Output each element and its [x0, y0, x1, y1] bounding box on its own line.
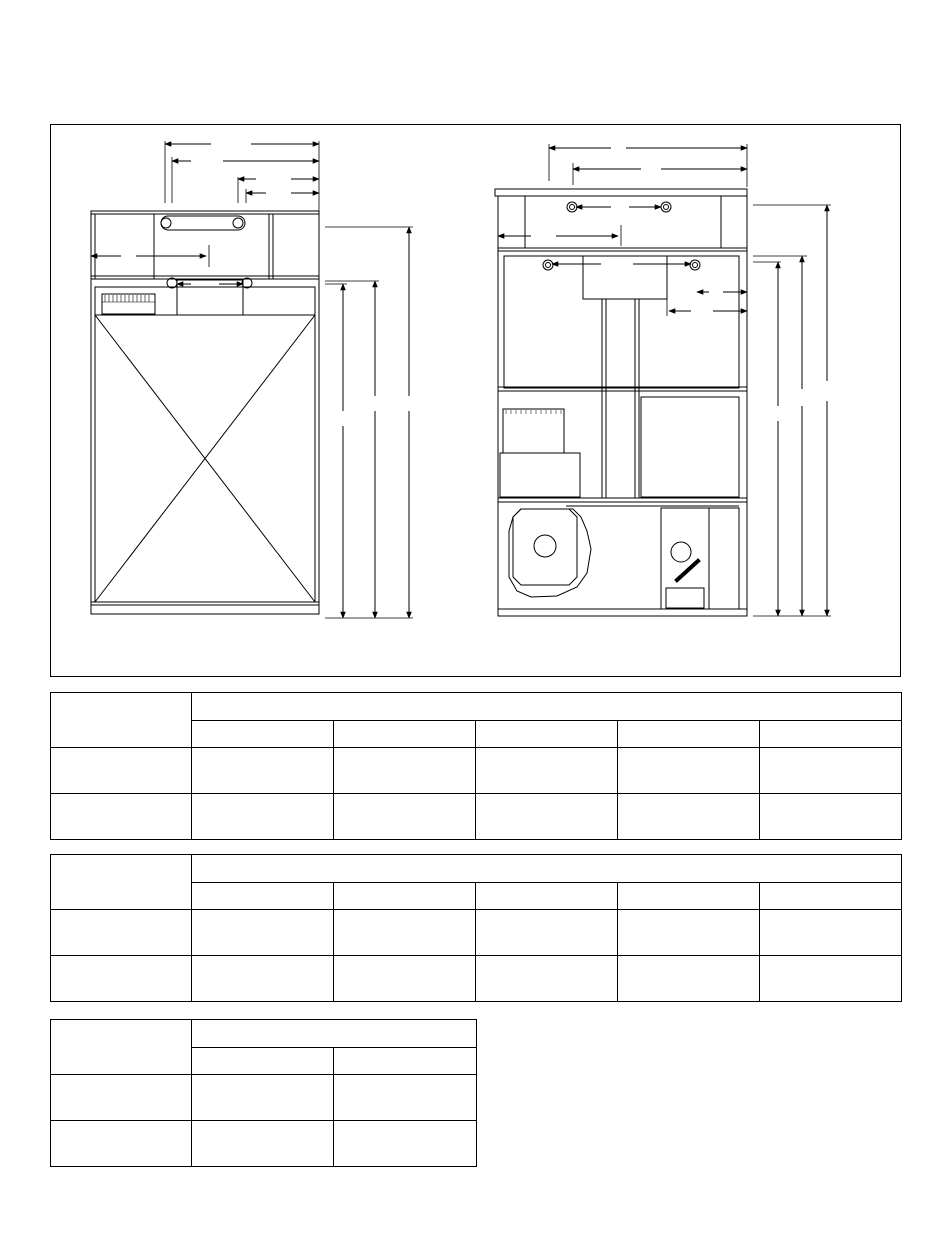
table-cell — [334, 794, 476, 840]
side-coil-header — [583, 256, 667, 299]
front-top-fitting-right — [233, 218, 243, 228]
table-cell — [334, 1121, 477, 1167]
table-label-header — [51, 693, 192, 748]
column-header — [618, 721, 760, 748]
dimension-drawing — [51, 125, 902, 678]
table-cell — [192, 794, 334, 840]
table-cell — [760, 748, 902, 794]
dimensions-table-2 — [50, 854, 902, 1002]
side-motor-housing — [503, 409, 564, 453]
side-right-panel — [641, 397, 739, 497]
table-row — [51, 910, 902, 956]
front-terminal-block — [102, 294, 155, 314]
dimensions-table-3 — [50, 1019, 477, 1167]
front-control-section — [95, 287, 315, 315]
dimensions-table-1 — [50, 692, 902, 840]
side-control-box — [500, 453, 580, 497]
table-cell — [618, 748, 760, 794]
table-cell — [760, 794, 902, 840]
row-label — [51, 794, 192, 840]
side-top-cap — [495, 189, 747, 196]
table-cell — [618, 794, 760, 840]
table-cell — [476, 794, 618, 840]
table-label-header — [51, 855, 192, 910]
column-header — [334, 883, 476, 910]
column-header — [334, 721, 476, 748]
side-electrical-compartment — [661, 508, 709, 609]
table-cell — [760, 910, 902, 956]
table-cell — [192, 748, 334, 794]
side-top-fitting-left — [567, 202, 577, 212]
column-header — [192, 1048, 334, 1075]
table-label-header — [51, 1020, 192, 1075]
side-blower-housing — [509, 509, 591, 597]
side-view-unit — [495, 189, 747, 616]
column-header — [618, 883, 760, 910]
side-cabinet-outline — [498, 196, 747, 616]
table-group-header — [192, 855, 902, 883]
row-label — [51, 1121, 192, 1167]
front-terminal-ticks — [102, 295, 155, 302]
front-cabinet-outline — [91, 211, 319, 614]
table-cell — [618, 910, 760, 956]
table-cell — [476, 910, 618, 956]
side-blower-hub — [534, 535, 556, 557]
table-cell — [334, 956, 476, 1002]
front-dimension-lines — [91, 141, 413, 618]
side-coil-compartment — [504, 256, 739, 388]
side-top-fitting-right — [661, 202, 671, 212]
table-cell — [334, 748, 476, 794]
table-row — [51, 1121, 477, 1167]
front-top-slot — [161, 216, 245, 230]
table-cell — [618, 956, 760, 1002]
table-group-header — [192, 1020, 477, 1048]
table-cell — [192, 1121, 334, 1167]
front-top-fitting-left — [161, 218, 171, 228]
table-cell — [334, 1075, 477, 1121]
column-header — [760, 721, 902, 748]
front-view-unit — [91, 211, 319, 614]
table-group-header — [192, 693, 902, 721]
dimension-drawing-frame — [50, 124, 901, 677]
front-coil-box — [177, 280, 243, 315]
side-fitting-left — [543, 260, 553, 270]
table-cell — [476, 748, 618, 794]
row-label — [51, 910, 192, 956]
table-row — [51, 956, 902, 1002]
column-header — [476, 721, 618, 748]
side-capacitor — [671, 542, 691, 562]
table-cell — [760, 956, 902, 1002]
table-cell — [192, 910, 334, 956]
table-row — [51, 748, 902, 794]
side-dimension-lines — [498, 144, 831, 616]
column-header — [476, 883, 618, 910]
table-cell — [192, 956, 334, 1002]
column-header — [334, 1048, 477, 1075]
column-header — [192, 883, 334, 910]
table-row — [51, 794, 902, 840]
row-label — [51, 748, 192, 794]
column-header — [760, 883, 902, 910]
table-cell — [476, 956, 618, 1002]
column-header — [192, 721, 334, 748]
table-row — [51, 1075, 477, 1121]
side-fitting-right — [690, 260, 700, 270]
row-label — [51, 956, 192, 1002]
table-cell — [334, 910, 476, 956]
row-label — [51, 1075, 192, 1121]
table-cell — [192, 1075, 334, 1121]
